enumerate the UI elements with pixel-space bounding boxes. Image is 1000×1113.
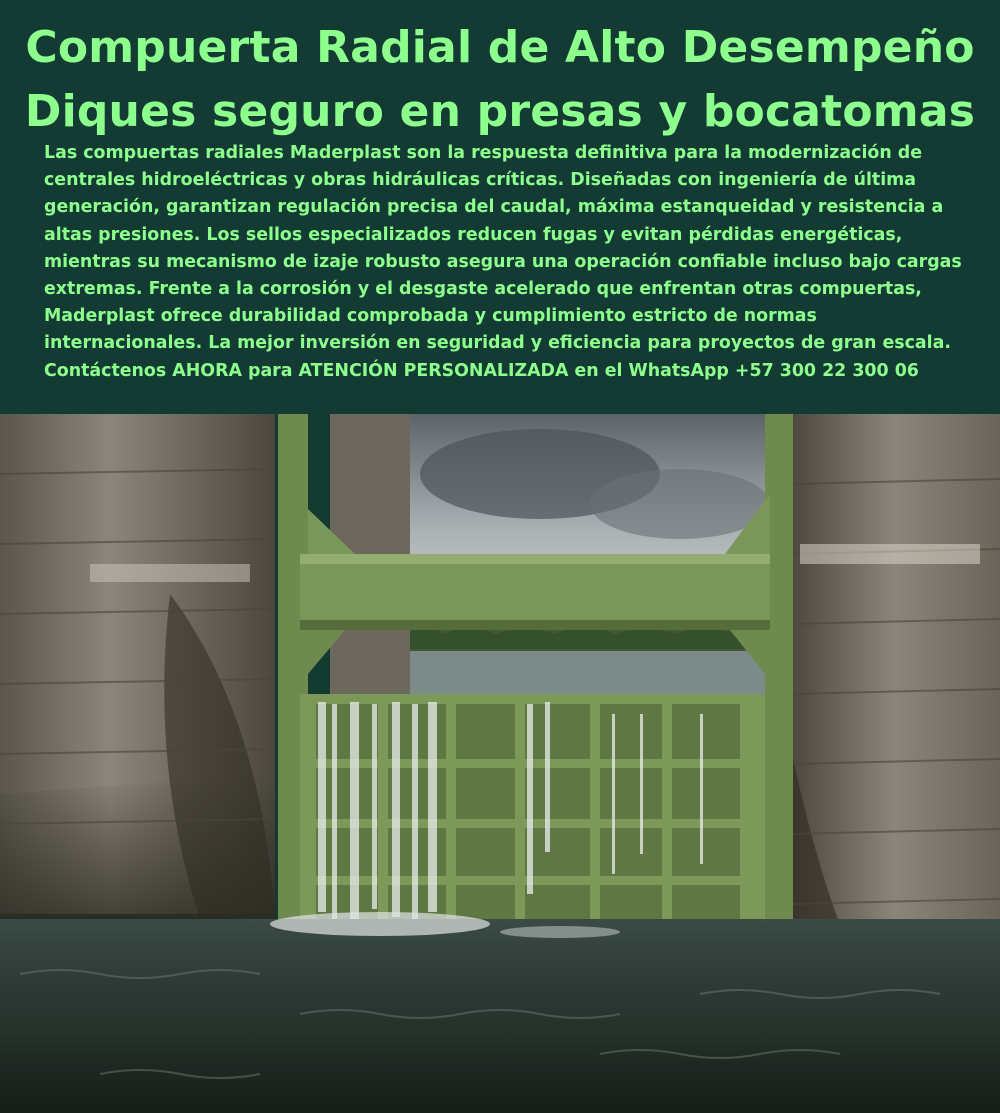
contact-line: Contáctenos AHORA para ATENCIÓN PERSONALIZADA en el WhatsApp +57 300 22 300 06 (44, 360, 919, 381)
product-photo (0, 414, 1000, 1113)
paragraph-line: extremas. Frente a la corrosión y el desgaste acelerado que enfrentan otras compuertas, (44, 279, 922, 300)
headline-line-2: Diques seguro en presas y bocatomas (24, 86, 976, 137)
text-banner (0, 0, 1000, 414)
paragraph-line: Maderplast ofrece durabilidad comprobada y cumplimiento estricto de normas (44, 306, 817, 327)
treeline (405, 627, 775, 651)
paragraph-line: generación, garantizan regulación precisa del caudal, máxima estanqueidad y resistencia a (44, 197, 944, 218)
paragraph-line: mientras su mecanismo de izaje robusto asegura una operación confiable incluso bajo cargas (44, 251, 962, 272)
right-concrete-pillar (790, 414, 1000, 1004)
left-concrete-pillar (0, 414, 275, 934)
foreground-water (0, 912, 1000, 1113)
description-paragraph (44, 140, 984, 385)
headline-line-1: Compuerta Radial de Alto Desempeño (25, 22, 975, 73)
paragraph-line: Las compuertas radiales Maderplast son la respuesta definitiva para la modernización de (44, 143, 923, 163)
paragraph-line: altas presiones. Los sellos especializados reducen fugas y evitan pérdidas energéticas, (44, 224, 903, 245)
paragraph-line: centrales hidroeléctricas y obras hidráulicas críticas. Diseñadas con ingeniería de última (44, 170, 917, 191)
reservoir-water (405, 651, 775, 699)
paragraph-line: internacionales. La mejor inversión en seguridad y eficiencia para proyectos de gran escala. (44, 333, 951, 354)
